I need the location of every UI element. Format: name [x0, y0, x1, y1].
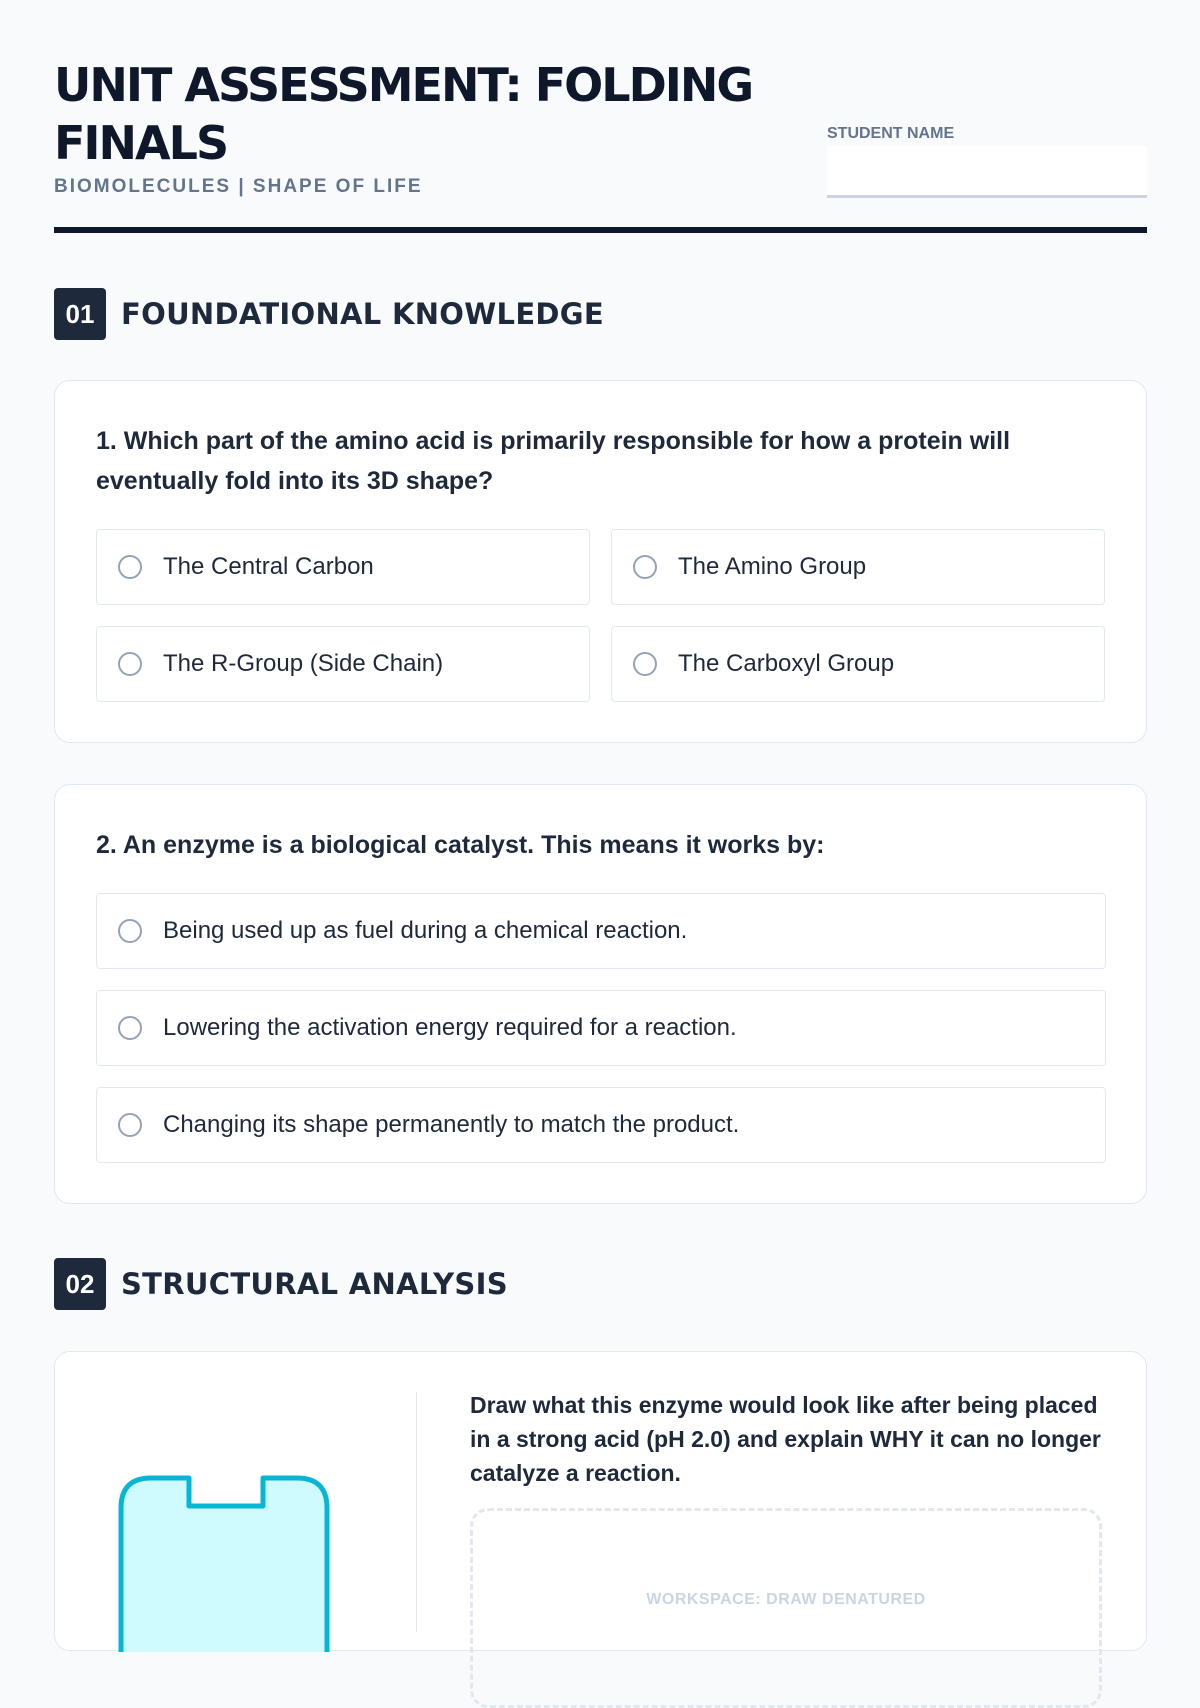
question-text: 2. An enzyme is a biological catalyst. This means it works by: [96, 831, 825, 859]
option-label: The Carboxyl Group [678, 650, 895, 677]
page-header [54, 0, 1147, 234]
section-header-structural [54, 1258, 508, 1310]
student-name-label: STUDENT NAME [827, 125, 955, 142]
answer-option[interactable] [96, 990, 1106, 1066]
option-label: The Central Carbon [163, 553, 374, 580]
section-number-badge: 02 [54, 1258, 106, 1310]
page-title: UNIT ASSESSMENT: FOLDING FINALS [54, 58, 753, 170]
answer-option[interactable] [611, 529, 1105, 605]
answer-option[interactable] [96, 1087, 1106, 1163]
header-divider [54, 227, 1147, 233]
section-title: STRUCTURAL ANALYSIS [121, 1267, 508, 1301]
enzyme-diagram-icon [117, 1472, 331, 1652]
option-label: The R-Group (Side Chain) [163, 650, 444, 677]
drawing-workspace[interactable] [470, 1508, 1102, 1708]
answer-option[interactable] [96, 529, 590, 605]
radio-button[interactable] [118, 919, 142, 943]
radio-button[interactable] [118, 652, 142, 676]
radio-button[interactable] [633, 555, 657, 579]
answer-option[interactable] [96, 626, 590, 702]
option-label: Lowering the activation energy required for a reaction. [163, 1014, 737, 1041]
page-subtitle: BIOMOLECULES | SHAPE OF LIFE [54, 176, 423, 197]
option-label: Changing its shape permanently to match the product. [163, 1111, 740, 1138]
assessment-page [54, 0, 1147, 1608]
option-label: Being used up as fuel during a chemical reaction. [163, 917, 688, 944]
enzyme-shape [121, 1478, 327, 1652]
answer-option[interactable] [96, 893, 1106, 969]
section-title: FOUNDATIONAL KNOWLEDGE [121, 297, 605, 331]
column-divider [416, 1392, 417, 1632]
section-number-badge: 01 [54, 288, 106, 340]
workspace-label: WORKSPACE: DRAW DENATURED [646, 1591, 926, 1608]
answer-option[interactable] [611, 626, 1105, 702]
student-name-input[interactable] [827, 146, 1147, 198]
option-label: The Amino Group [678, 553, 867, 580]
radio-button[interactable] [633, 652, 657, 676]
drawing-prompt: Draw what this enzyme would look like after being placed in a strong acid (pH 2.0) and explain WHY it can no longer catalyze a reaction. [470, 1392, 1101, 1486]
radio-button[interactable] [118, 1016, 142, 1040]
structural-analysis-card [54, 1351, 1147, 1651]
radio-button[interactable] [118, 555, 142, 579]
radio-button[interactable] [118, 1113, 142, 1137]
question-card-2 [54, 784, 1147, 1204]
question-card-1 [54, 380, 1147, 743]
question-text: 1. Which part of the amino acid is primarily responsible for how a protein will eventually fold into its 3D shape? [96, 427, 1011, 495]
section-header-foundational [54, 288, 604, 340]
